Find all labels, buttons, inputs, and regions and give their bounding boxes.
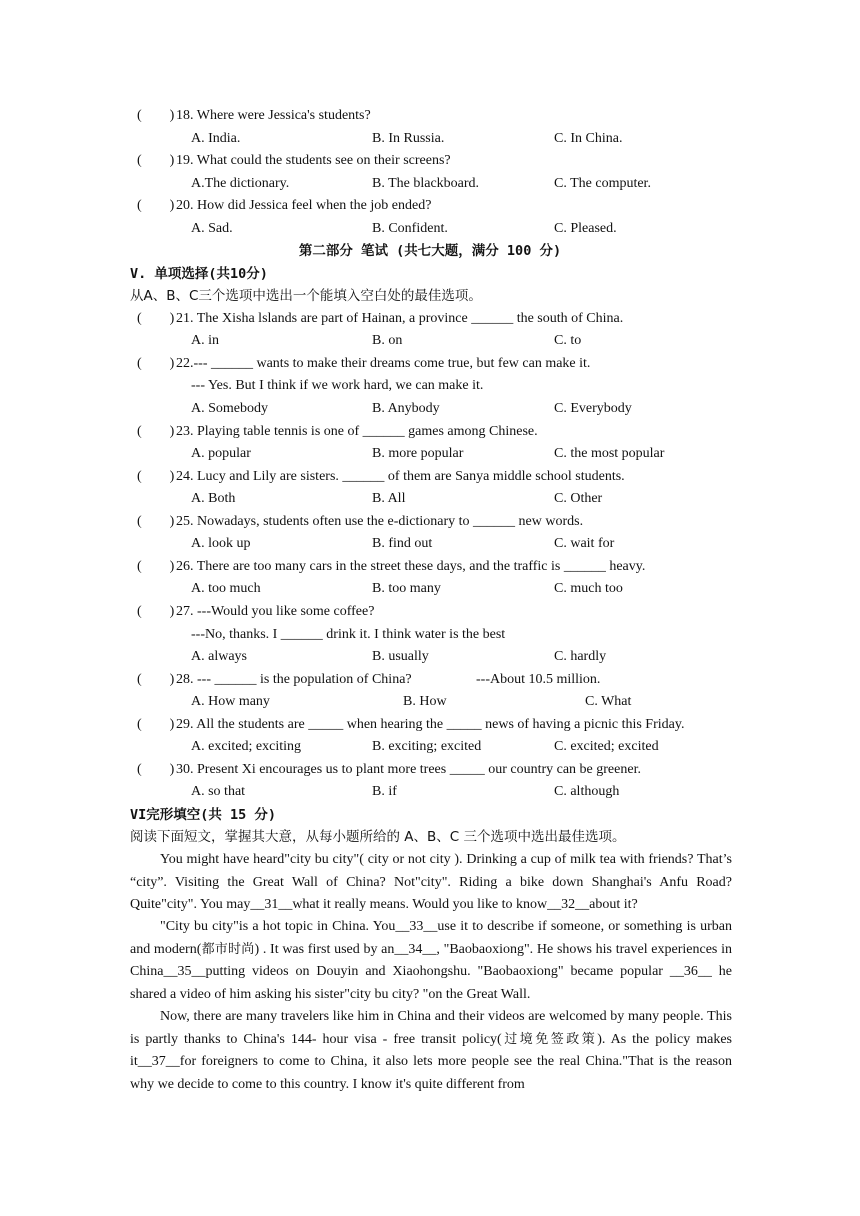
passage-text: "City bu city"is a hot topic in China. You__33__use it to describe if someone, or something is urban and modern( bbox=[130, 919, 732, 957]
question-23 bbox=[0, 421, 860, 443]
options-30 bbox=[0, 781, 860, 803]
question-18 bbox=[0, 105, 860, 127]
question-text: There are too many cars in the street these days, and the traffic is ______ heavy. bbox=[196, 559, 646, 574]
option-c: C. The computer. bbox=[554, 176, 651, 191]
options-22 bbox=[0, 398, 860, 420]
option-b: B. on bbox=[372, 333, 403, 348]
passage-text: ). As the policy makes it__37__for foreigners to come to China, it also lets more people see the real China."That is the reason why we decide to come to this country. I know it's quite different from bbox=[130, 1031, 732, 1092]
option-c: C. What bbox=[585, 694, 632, 709]
question-text: All the students are _____ when hearing the _____ news of having a picnic this Friday. bbox=[196, 717, 685, 732]
answer-bracket: ( ) bbox=[137, 717, 175, 732]
options-24 bbox=[0, 488, 860, 510]
option-a: A. always bbox=[191, 649, 247, 664]
question-27 bbox=[0, 601, 860, 623]
option-c: C. Everybody bbox=[554, 401, 632, 416]
option-a: A. Sad. bbox=[191, 221, 233, 236]
options-28 bbox=[0, 691, 860, 713]
question-26 bbox=[0, 556, 860, 578]
question-number: 30. bbox=[176, 762, 194, 777]
option-a: A. so that bbox=[191, 784, 246, 799]
option-c: C. to bbox=[554, 333, 582, 348]
question-text: Where were Jessica's students? bbox=[196, 108, 371, 123]
section-v-title: V. 单项选择(共10分) bbox=[130, 266, 268, 282]
question-number: 18. bbox=[176, 108, 194, 123]
question-text: --- ______ is the population of China? bbox=[197, 672, 412, 687]
passage-text: ) . It was first used by an__34__, "Baobaoxiong". He shows his travel experiences in China__35__putting videos on Douyin and Xiaohongshu. "Baobaoxiong" became popular __36__ he shared a video of him asking his sister"city bu city? "on the Great Wall. bbox=[130, 941, 732, 1002]
option-a: A. Somebody bbox=[191, 401, 268, 416]
question-number: 23. bbox=[176, 424, 194, 439]
option-c: C. wait for bbox=[554, 536, 615, 551]
option-a: A. look up bbox=[191, 536, 251, 551]
question-number: 25. bbox=[176, 514, 194, 529]
option-b: B. All bbox=[372, 491, 406, 506]
options-20 bbox=[0, 218, 860, 240]
question-text: Present Xi encourages us to plant more trees _____ our country can be greener. bbox=[197, 762, 641, 777]
option-c: C. hardly bbox=[554, 649, 607, 664]
dialogue-reply: ---No, thanks. I ______ drink it. I think water is the best bbox=[191, 627, 506, 642]
question-28 bbox=[0, 669, 860, 691]
passage-text: Now, there are many travelers like him in China and their videos are welcomed by many people. This is partly thanks to China's 144- hour visa - free transit policy( bbox=[130, 1009, 732, 1047]
question-text: How did Jessica feel when the job ended? bbox=[197, 198, 432, 213]
question-text: --- ______ wants to make their dreams come true, but few can make it. bbox=[193, 356, 591, 371]
question-text: ---Would you like some coffee? bbox=[197, 604, 375, 619]
answer-bracket: ( ) bbox=[137, 153, 175, 168]
options-19 bbox=[0, 173, 860, 195]
answer-bracket: ( ) bbox=[137, 424, 175, 439]
option-b: B. too many bbox=[372, 581, 441, 596]
question-text: What could the students see on their screens? bbox=[196, 153, 451, 168]
answer-bracket: ( ) bbox=[137, 198, 175, 213]
answer-bracket: ( ) bbox=[137, 672, 175, 687]
options-29 bbox=[0, 736, 860, 758]
option-c: C. Other bbox=[554, 491, 603, 506]
answer-bracket: ( ) bbox=[137, 469, 175, 484]
passage-paragraph-3 bbox=[130, 1006, 732, 1096]
option-a: A. too much bbox=[191, 581, 261, 596]
question-text: Lucy and Lily are sisters. ______ of them are Sanya middle school students. bbox=[197, 469, 625, 484]
option-b: B. if bbox=[372, 784, 397, 799]
option-a: A. How many bbox=[191, 694, 270, 709]
question-number: 21. bbox=[176, 311, 194, 326]
options-18 bbox=[0, 128, 860, 150]
passage-chinese-gloss: 都市时尚 bbox=[201, 941, 255, 957]
dialogue-line bbox=[0, 624, 860, 646]
section-vi-instruction: 阅读下面短文，掌握其大意，从每小题所给的 A、B、C 三个选项中选出最佳选项。 bbox=[130, 829, 626, 845]
option-b: B. Anybody bbox=[372, 401, 440, 416]
question-21 bbox=[0, 308, 860, 330]
option-c: C. although bbox=[554, 784, 620, 799]
question-text: Nowadays, students often use the e-dictionary to ______ new words. bbox=[197, 514, 584, 529]
option-c: C. excited; excited bbox=[554, 739, 659, 754]
answer-bracket: ( ) bbox=[137, 762, 175, 777]
question-text: The Xisha lslands are part of Hainan, a province ______ the south of China. bbox=[196, 311, 624, 326]
option-b: B. usually bbox=[372, 649, 429, 664]
option-a: A.The dictionary. bbox=[191, 176, 290, 191]
question-24 bbox=[0, 466, 860, 488]
part-two-heading: 第二部分 笔试 (共七大题，满分 100 分) bbox=[298, 243, 562, 259]
question-number: 22. bbox=[176, 356, 194, 371]
options-25 bbox=[0, 533, 860, 555]
option-b: B. How bbox=[403, 694, 447, 709]
option-b: B. more popular bbox=[372, 446, 464, 461]
section-vi-title: VI完形填空(共 15 分) bbox=[130, 807, 277, 823]
option-a: A. India. bbox=[191, 131, 241, 146]
options-23 bbox=[0, 443, 860, 465]
question-25 bbox=[0, 511, 860, 533]
options-21 bbox=[0, 330, 860, 352]
dialogue-line bbox=[0, 375, 860, 397]
option-c: C. In China. bbox=[554, 131, 623, 146]
answer-bracket: ( ) bbox=[137, 311, 175, 326]
answer-bracket: ( ) bbox=[137, 356, 175, 371]
question-number: 29. bbox=[176, 717, 194, 732]
question-30 bbox=[0, 759, 860, 781]
question-number: 27. bbox=[176, 604, 194, 619]
option-b: B. The blackboard. bbox=[372, 176, 480, 191]
option-a: A. excited; exciting bbox=[191, 739, 302, 754]
answer-bracket: ( ) bbox=[137, 514, 175, 529]
passage-paragraph-1: You might have heard"city bu city"( city or not city ). Drinking a cup of milk tea with friends? That’s “city”. Visiting the Great Wall of China? Not"city". Riding a bike down Shanghai's Anfu Road? Quite"city". You may__31__what it really means. Would you like to know__32__about it? bbox=[130, 852, 732, 913]
answer-bracket: ( ) bbox=[137, 559, 175, 574]
section-v-instruction: 从A、B、C三个选项中选出一个能填入空白处的最佳选项。 bbox=[130, 288, 482, 304]
options-27 bbox=[0, 646, 860, 668]
option-b: B. Confident. bbox=[372, 221, 448, 236]
passage-paragraph-2 bbox=[130, 916, 732, 1006]
question-20 bbox=[0, 195, 860, 217]
option-b: B. exciting; excited bbox=[372, 739, 482, 754]
option-c: C. Pleased. bbox=[554, 221, 617, 236]
question-number: 20. bbox=[176, 198, 194, 213]
option-a: A. popular bbox=[191, 446, 251, 461]
question-number: 19. bbox=[176, 153, 194, 168]
answer-bracket: ( ) bbox=[137, 108, 175, 123]
dialogue-reply: --- Yes. But I think if we work hard, we can make it. bbox=[191, 378, 484, 393]
question-22 bbox=[0, 353, 860, 375]
dialogue-reply: ---About 10.5 million. bbox=[476, 672, 601, 687]
option-c: C. the most popular bbox=[554, 446, 665, 461]
option-b: B. In Russia. bbox=[372, 131, 445, 146]
option-a: A. Both bbox=[191, 491, 236, 506]
question-19 bbox=[0, 150, 860, 172]
question-number: 26. bbox=[176, 559, 194, 574]
answer-bracket: ( ) bbox=[137, 604, 175, 619]
option-b: B. find out bbox=[372, 536, 433, 551]
option-c: C. much too bbox=[554, 581, 623, 596]
options-26 bbox=[0, 578, 860, 600]
question-29 bbox=[0, 714, 860, 736]
question-number: 28. bbox=[176, 672, 194, 687]
question-number: 24. bbox=[176, 469, 194, 484]
question-text: Playing table tennis is one of ______ games among Chinese. bbox=[197, 424, 538, 439]
option-a: A. in bbox=[191, 333, 219, 348]
passage-chinese-gloss: 过境免签政策 bbox=[501, 1031, 598, 1047]
